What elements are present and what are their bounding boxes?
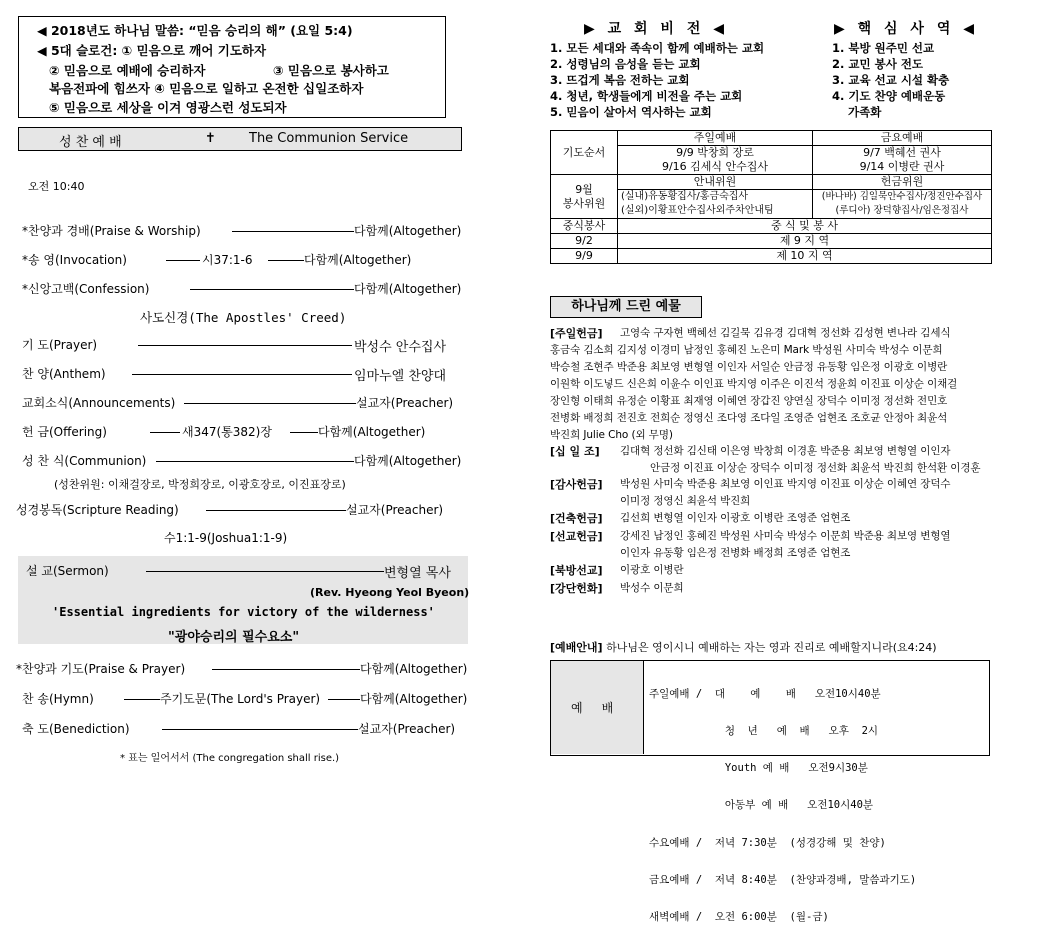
order-item-leader: 다함께(Altogether) (354, 282, 462, 296)
order-item-hymn: 새347(통382)장 (182, 425, 272, 439)
offering-names: 이원학 이도넣드 신은희 이윤수 이인표 박지영 이주은 이진석 정윤희 이진표 이상순 이채걸 (550, 378, 958, 390)
order-item-label: *신앙고백(Confession) (22, 282, 150, 296)
order-creed (0, 308, 470, 328)
worship-guide-label: [예배안내] (550, 641, 603, 654)
worship-row: 아동부 예 배 오전10시40분 (649, 799, 874, 812)
order-communion-members (0, 476, 470, 496)
worship-row: Youth 예 배 오전9시30분 (649, 762, 868, 775)
prayer-friday: 9/7 백혜선 권사 9/14 이병란 권사 (813, 146, 992, 175)
communion-header (18, 127, 462, 151)
sermon-box (18, 556, 468, 644)
worship-row: 수요예배 / 저녁 7:30분 (성경강해 및 찬양) (649, 836, 886, 849)
worship-schedule-table (550, 660, 990, 924)
order-item-leader: 박성수 안수집사 (354, 340, 447, 355)
offering-names: 안금정 이진표 이상순 장덕수 이미정 정선화 최윤석 박진희 한석환 이경훈 (650, 462, 981, 474)
offering-names: 박성원 사미숙 박준용 최보영 이인표 박지영 이진표 이상순 이혜연 장덕수 (620, 478, 951, 490)
communion-title-en: The Communion Service (249, 131, 409, 146)
vision-item: 4. 청년, 학생들에게 비전을 주는 교회 (550, 89, 743, 103)
order-item-leader: 다함께(Altogether) (304, 253, 412, 267)
order-item-label: 축 도(Benediction) (22, 722, 130, 736)
theme-line-3a: ② 믿음으로 예배에 승리하자 (49, 63, 206, 78)
order-confession (0, 280, 470, 300)
order-praise-prayer (0, 660, 470, 680)
usher-header: 안내위원 (618, 175, 813, 190)
sunday-offering-label: [주일헌금] (550, 327, 603, 340)
sermon-preacher: 변형열 목사 (384, 566, 451, 581)
worship-row: 새벽예배 / 오전 6:00분 (월-금) (649, 911, 829, 924)
core-title: ▶ 핵 심 사 역 ◀ (834, 21, 978, 37)
order-item-label: *송 영(Invocation) (22, 253, 127, 267)
offering-names: 이광호 이병란 (620, 564, 684, 576)
worship-row: 청 년 예 배 오후 2시 (649, 725, 879, 738)
theme-box (18, 16, 446, 118)
order-invocation (0, 251, 470, 271)
order-item-leader: 설교자(Preacher) (358, 722, 456, 736)
order-item-passage: 시37:1-6 (202, 253, 253, 267)
vision-item: 5. 믿음이 살아서 역사하는 교회 (550, 105, 712, 119)
service-committee-label: 9월 봉사위원 (551, 175, 618, 219)
core-item: 1. 북방 원주민 선교 (832, 41, 935, 55)
theme-line-5: ⑤ 믿음으로 세상을 이겨 영광스런 성도되자 (49, 100, 287, 115)
core-item: 2. 교민 봉사 전도 (832, 57, 924, 71)
meal-date: 9/2 (551, 234, 618, 249)
order-item-leader: 다함께(Altogether) (354, 224, 462, 238)
offerings-title: 하나님께 드린 예물 (550, 296, 702, 318)
vision-title: ▶ 교 회 비 전 ◀ (584, 21, 728, 37)
vision-item: 3. 뜨겁게 복음 전하는 교회 (550, 73, 690, 87)
worship-row: 주일예배 / 대 예 배 오전10시40분 (649, 687, 881, 700)
order-item-note: 사도신경(The Apostles' Creed) (140, 310, 347, 325)
offering-names: 김선희 변형열 이인자 이광호 이병란 조영준 엄현조 (620, 512, 851, 524)
order-offering (0, 423, 470, 443)
offering-members: (바나바) 김일묵안수집사/정진안수집사 (루디아) 장덕향집사/임은정집사 (813, 190, 992, 219)
cross-icon: ✝ (205, 131, 216, 146)
worship-guide-verse: 하나님은 영이시니 예배하는 자는 영과 진리로 예배할지니라(요4:24) (606, 641, 937, 654)
order-item-leader: 설교자(Preacher) (356, 396, 454, 410)
order-item-leader: 설교자(Preacher) (346, 503, 444, 517)
order-item-label: 교회소식(Announcements) (22, 396, 176, 410)
order-hymn (0, 690, 470, 710)
offering-names: 홍금숙 김소희 김지성 이경미 남정인 홍혜진 노은미 Mark 박성원 사미숙 박성수 이문희 (550, 344, 943, 356)
order-item-lords-prayer: 주기도문(The Lord's Prayer) (160, 692, 321, 706)
prayer-label: 기도순서 (551, 131, 618, 175)
order-item-leader: 임마누엘 찬양대 (354, 369, 447, 384)
pulpit-flower-label: [강단헌화] (550, 582, 603, 595)
order-item-leader: 다함께(Altogether) (360, 662, 468, 676)
order-scripture-passage (0, 529, 470, 549)
sunday-header: 주일예배 (618, 131, 813, 146)
footnote: * 표는 일어서서 (The congregation shall rise.) (120, 753, 340, 764)
offering-names: 박승철 조현주 박준용 최보영 변형열 이인자 서일순 안금정 유동황 임은정 이광호 이병란 (550, 361, 948, 373)
core-item: 3. 교육 선교 시설 확충 (832, 73, 950, 87)
order-item-label: 성경봉독(Scripture Reading) (16, 503, 179, 517)
order-benediction (0, 720, 470, 740)
offering-names: 박진희 Julie Cho (외 무명) (550, 429, 673, 441)
theme-line-1: ◀ 2018년도 하나님 말씀: “믿음 승리의 해” (요일 5:4) (37, 23, 353, 38)
meal-label: 중식봉사 (551, 219, 618, 234)
theme-line-3b: ③ 믿음으로 봉사하고 (273, 63, 389, 78)
offering-names: 김대혁 정선화 김신태 이은영 박창희 이경훈 박준용 최보영 변형열 이인자 (620, 445, 951, 457)
offering-names: 고영숙 구자현 백혜선 김길묵 김유경 김대혁 정선화 김성현 변나라 김세식 (620, 327, 951, 339)
north-mission-label: [북방선교] (550, 564, 603, 577)
thanks-label: [감사헌금] (550, 478, 603, 491)
sermon-title-en: 'Essential ingredients for victory of the wilderness' (52, 605, 435, 619)
service-time: 오전 10:40 (28, 180, 85, 193)
order-anthem (0, 365, 470, 385)
usher-members: (실내)유동황집사/홍금숙집사 (실외)이황표안수집사외주차안내팀 (618, 190, 813, 219)
order-announcements (0, 394, 470, 414)
worship-guide (550, 639, 937, 655)
offering-names: 강세진 남정인 홍혜진 박성원 사미숙 박성수 이문희 박준용 최보영 변형열 (620, 530, 951, 542)
sermon-preacher-en: (Rev. Hyeong Yeol Byeon) (310, 586, 470, 599)
order-item-label: *찬양과 기도(Praise & Prayer) (16, 662, 186, 676)
order-item-leader: 다함께(Altogether) (354, 454, 462, 468)
order-item-label: 기 도(Prayer) (22, 338, 98, 352)
vision-list (550, 40, 764, 120)
offering-header: 헌금위원 (813, 175, 992, 190)
order-item-leader: 다함께(Altogether) (360, 692, 468, 706)
worship-schedule (649, 663, 916, 948)
vision-item: 2. 성령님의 음성을 듣는 교회 (550, 57, 701, 71)
order-item-label: 찬 양(Anthem) (22, 367, 106, 381)
meal-header: 중 식 및 봉 사 (618, 219, 992, 234)
order-communion (0, 452, 470, 472)
offering-names: 박성수 이문희 (620, 582, 684, 594)
meal-date: 9/9 (551, 249, 618, 264)
tithe-label: [십 일 조] (550, 445, 600, 458)
friday-header: 금요예배 (813, 131, 992, 146)
worship-side-cell (551, 661, 644, 754)
meal-region: 제 10 지 역 (618, 249, 992, 264)
order-item-leader: 다함께(Altogether) (318, 425, 426, 439)
offering-names: 이인자 유동황 임은정 전병화 배정희 조영준 엄현조 (620, 547, 851, 559)
theme-line-4: 복음전파에 힘쓰자 ④ 믿음으로 일하고 온전한 십일조하자 (49, 81, 364, 96)
meal-region: 제 9 지 역 (618, 234, 992, 249)
building-label: [건축헌금] (550, 512, 603, 525)
worship-side-label: 예 배 (571, 701, 614, 715)
offering-names: 이미정 정영신 최윤석 박진희 (620, 495, 751, 507)
order-item-label: 설 교(Sermon) (26, 564, 109, 578)
order-scripture (0, 501, 470, 521)
duty-table (550, 130, 992, 264)
core-item: 4. 기도 찬양 예배운동 (832, 89, 946, 103)
core-item: 가족화 (848, 105, 882, 119)
order-item-label: 찬 송(Hymn) (22, 692, 94, 706)
offering-names: 장인형 이태희 유정순 이황표 최재영 이혜연 장갑진 양연실 장덕수 이미정 정선화 전민호 (550, 395, 948, 407)
communion-title-ko: 성 찬 예 배 (59, 135, 122, 150)
order-praise-worship (0, 222, 470, 242)
offering-names: 전병화 배정희 전진호 전희순 정영신 조다영 조다일 조영준 엄현조 조호균 안정아 최윤석 (550, 412, 948, 424)
prayer-sunday: 9/9 박창희 장로 9/16 김세식 안수집사 (618, 146, 813, 175)
order-item-label: 성 찬 식(Communion) (22, 454, 147, 468)
order-prayer (0, 336, 470, 356)
mission-label: [선교헌금] (550, 530, 603, 543)
order-item-note: 수1:1-9(Joshua1:1-9) (164, 531, 288, 545)
order-item-label: *찬양과 경배(Praise & Worship) (22, 224, 201, 238)
order-sermon (18, 562, 488, 582)
sermon-title-ko: "광야승리의 필수요소" (168, 630, 300, 645)
worship-row: 금요예배 / 저녁 8:40분 (찬양과경배, 말씀과기도) (649, 873, 917, 886)
order-item-note: (성찬위원: 이채걸장로, 박정희장로, 이광호장로, 이진표장로) (54, 478, 346, 491)
theme-line-2: ◀ 5대 슬로건: ① 믿음으로 깨어 기도하자 (37, 43, 267, 58)
core-list (832, 40, 949, 120)
order-item-label: 헌 금(Offering) (22, 425, 107, 439)
vision-item: 1. 모든 세대와 족속이 함께 예배하는 교회 (550, 41, 765, 55)
